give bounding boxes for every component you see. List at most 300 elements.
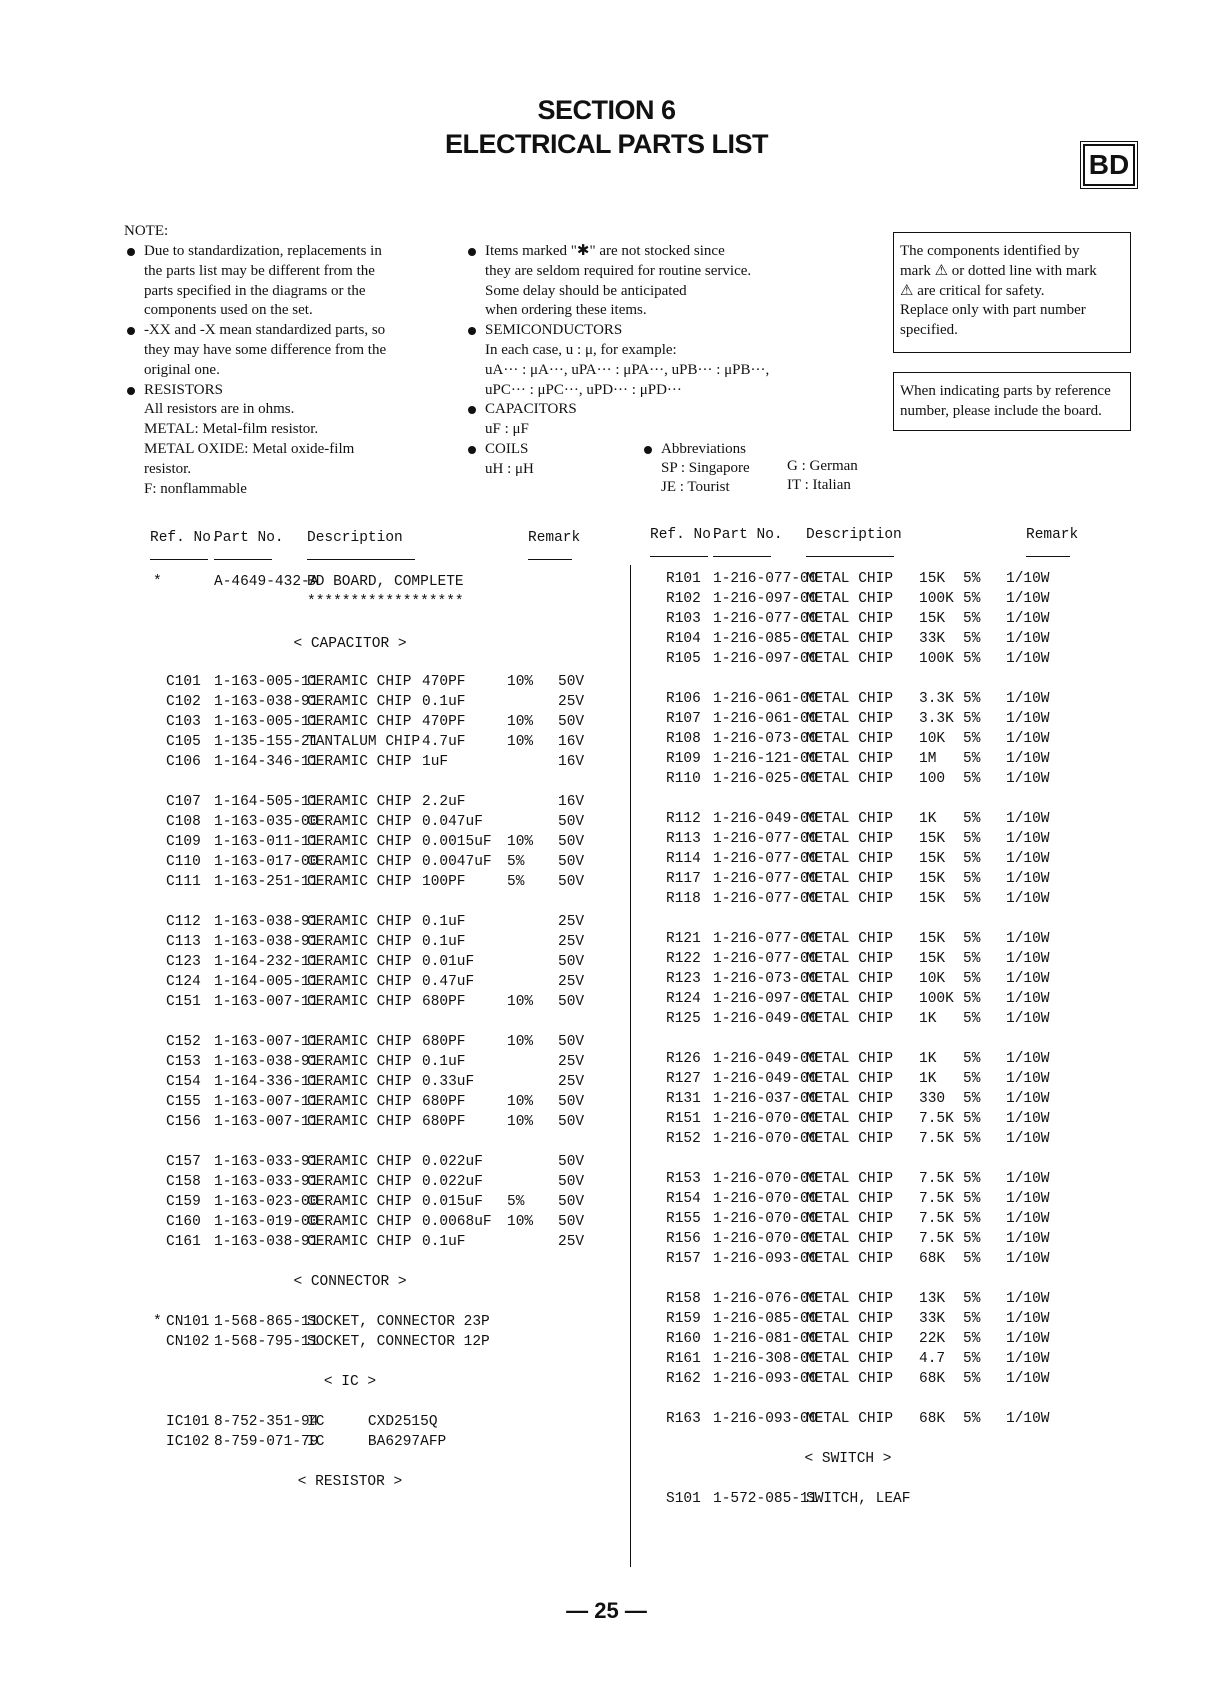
- row-part-no: 1-216-070-00: [713, 1111, 818, 1127]
- row-rating: 1/10W: [1006, 831, 1050, 847]
- table-row: [0, 1369, 1213, 1389]
- right-ref-underline: [650, 556, 708, 557]
- table-row: [0, 949, 1213, 969]
- row-ref: C123: [166, 954, 201, 970]
- row-part-no: 8-759-071-79: [214, 1434, 319, 1450]
- row-tolerance: 5%: [963, 931, 981, 947]
- row-value: 3.3K: [919, 711, 954, 727]
- row-value: 1K: [919, 1051, 937, 1067]
- row-part-no: 1-163-007-11: [214, 1094, 319, 1110]
- row-description: CERAMIC CHIP: [307, 1174, 412, 1190]
- row-ref: R155: [666, 1211, 701, 1227]
- row-value: 7.5K: [919, 1231, 954, 1247]
- row-ref: R158: [666, 1291, 701, 1307]
- row-description: METAL CHIP: [806, 1351, 894, 1367]
- table-row: [0, 729, 1213, 749]
- row-ref: C106: [166, 754, 201, 770]
- row-value: 0.1uF: [422, 694, 466, 710]
- row-rating: 1/10W: [1006, 731, 1050, 747]
- row-tolerance: 5%: [963, 1291, 981, 1307]
- row-part-no: 1-163-005-11: [214, 674, 319, 690]
- row-part-no: 1-216-093-00: [713, 1411, 818, 1427]
- row-rating: 1/10W: [1006, 1051, 1050, 1067]
- table-row: [0, 1049, 1213, 1069]
- row-part-no: 1-216-121-00: [713, 751, 818, 767]
- row-description: ******************: [307, 594, 464, 610]
- row-tolerance: 5%: [963, 611, 981, 627]
- row-ref: R161: [666, 1351, 701, 1367]
- row-ref: C103: [166, 714, 201, 730]
- row-rating: 1/10W: [1006, 971, 1050, 987]
- row-rating: 1/10W: [1006, 851, 1050, 867]
- table-row: [0, 989, 1213, 1009]
- row-value: 7.5K: [919, 1111, 954, 1127]
- row-part-no: 1-216-061-00: [713, 691, 818, 707]
- right-header-part: Part No.: [713, 527, 783, 543]
- table-row: [0, 769, 1213, 789]
- row-ref: C107: [166, 794, 201, 810]
- row-ref: C160: [166, 1214, 201, 1230]
- row-part-no: 1-216-097-00: [713, 651, 818, 667]
- left-part-underline: [214, 559, 272, 560]
- row-ref: C159: [166, 1194, 201, 1210]
- row-description: CERAMIC CHIP: [307, 1034, 412, 1050]
- row-ref: R113: [666, 831, 701, 847]
- right-part-underline: [713, 556, 771, 557]
- row-part-no: 1-216-025-00: [713, 771, 818, 787]
- row-rating: 50V: [558, 1154, 585, 1170]
- row-part-no: 1-164-346-11: [214, 754, 319, 770]
- row-part-no: 1-216-070-00: [713, 1171, 818, 1187]
- row-description: METAL CHIP: [806, 991, 894, 1007]
- right-header-ref: Ref. No.: [650, 527, 720, 543]
- row-rating: 1/10W: [1006, 751, 1050, 767]
- row-value: 680PF: [422, 1094, 466, 1110]
- row-rating: 25V: [558, 1074, 585, 1090]
- row-tolerance: 10%: [507, 994, 534, 1010]
- row-tolerance: 5%: [963, 871, 981, 887]
- row-part-no: 1-568-795-11: [214, 1334, 319, 1350]
- table-row: [0, 1409, 1213, 1429]
- row-part-no: 1-216-070-00: [713, 1131, 818, 1147]
- row-part-no: 1-135-155-21: [214, 734, 319, 750]
- row-ref: R110: [666, 771, 701, 787]
- row-part-no: 1-216-049-00: [713, 1071, 818, 1087]
- row-part-no: 1-216-061-00: [713, 711, 818, 727]
- row-rating: 50V: [558, 1094, 585, 1110]
- row-part-no: 1-163-033-91: [214, 1154, 319, 1170]
- row-ref: S101: [666, 1491, 701, 1507]
- row-description: METAL CHIP: [806, 811, 894, 827]
- table-row: [0, 1229, 1213, 1249]
- table-row: [0, 569, 1213, 589]
- table-row: [0, 829, 1213, 849]
- row-description: METAL CHIP: [806, 951, 894, 967]
- row-rating: 1/10W: [1006, 631, 1050, 647]
- row-tolerance: 5%: [963, 631, 981, 647]
- row-tolerance: 10%: [507, 674, 534, 690]
- row-description: TANTALUM CHIP: [307, 734, 421, 750]
- row-part-no: 1-163-038-91: [214, 934, 319, 950]
- row-ref: R109: [666, 751, 701, 767]
- row-ref: R103: [666, 611, 701, 627]
- table-row: [0, 709, 1213, 729]
- right-desc-underline: [806, 556, 894, 557]
- row-description: METAL CHIP: [806, 1051, 894, 1067]
- row-description: CERAMIC CHIP: [307, 1074, 412, 1090]
- row-value: 15K: [919, 891, 946, 907]
- row-value: 7.5K: [919, 1191, 954, 1207]
- row-part-no: 1-216-077-00: [713, 931, 818, 947]
- section-label: [0, 1449, 1213, 1469]
- row-ref: R159: [666, 1311, 701, 1327]
- row-value: 15K: [919, 951, 946, 967]
- row-value: 7.5K: [919, 1131, 954, 1147]
- table-row: [0, 1109, 1213, 1129]
- table-row: [0, 1289, 1213, 1309]
- left-header-ref: Ref. No.: [150, 530, 220, 546]
- row-ref: C153: [166, 1054, 201, 1070]
- table-row: [0, 1329, 1213, 1349]
- row-rating: 1/10W: [1006, 1091, 1050, 1107]
- row-rating: 50V: [558, 1214, 585, 1230]
- row-value: 15K: [919, 851, 946, 867]
- row-part-no: 1-216-097-00: [713, 991, 818, 1007]
- row-tolerance: 5%: [963, 1131, 981, 1147]
- row-value: 0.047uF: [422, 814, 483, 830]
- row-description: METAL CHIP: [806, 1171, 894, 1187]
- row-description: CERAMIC CHIP: [307, 1214, 412, 1230]
- row-value: 0.0015uF: [422, 834, 492, 850]
- row-value: 680PF: [422, 1114, 466, 1130]
- table-row: [0, 1489, 1213, 1509]
- row-rating: 25V: [558, 974, 585, 990]
- right-header-remark: Remark: [1026, 527, 1079, 543]
- row-ref: C157: [166, 1154, 201, 1170]
- table-row: [0, 929, 1213, 949]
- row-tolerance: 5%: [507, 854, 525, 870]
- row-part-no: 1-163-019-00: [214, 1214, 319, 1230]
- row-description: CERAMIC CHIP: [307, 714, 412, 730]
- right-remark-underline: [1026, 556, 1070, 557]
- row-rating: 50V: [558, 874, 585, 890]
- row-tolerance: 5%: [963, 591, 981, 607]
- row-rating: 1/10W: [1006, 1331, 1050, 1347]
- table-row: [0, 849, 1213, 869]
- row-description: CERAMIC CHIP: [307, 694, 412, 710]
- row-value: 10K: [919, 731, 946, 747]
- right-header-description: Description: [806, 527, 902, 543]
- row-rating: 25V: [558, 934, 585, 950]
- row-ref: CN101: [166, 1314, 210, 1330]
- row-rating: 1/10W: [1006, 611, 1050, 627]
- row-value: 22K: [919, 1331, 946, 1347]
- row-tolerance: 10%: [507, 1114, 534, 1130]
- row-ref: R151: [666, 1111, 701, 1127]
- row-rating: 1/10W: [1006, 1071, 1050, 1087]
- row-ref: C108: [166, 814, 201, 830]
- row-value: 470PF: [422, 674, 466, 690]
- row-rating: 50V: [558, 994, 585, 1010]
- row-tolerance: 5%: [963, 1371, 981, 1387]
- row-description: CERAMIC CHIP: [307, 1234, 412, 1250]
- row-description: SOCKET, CONNECTOR 23P: [307, 1314, 490, 1330]
- row-ref: C158: [166, 1174, 201, 1190]
- row-tolerance: 5%: [507, 874, 525, 890]
- row-part-no: 1-216-085-00: [713, 631, 818, 647]
- safety-note-box: The components identified by mark ⚠ or dotted line with mark ⚠ are critical for safety. Replace only with part number specified.: [893, 232, 1131, 353]
- row-part-no: 1-216-077-00: [713, 951, 818, 967]
- row-ref: C105: [166, 734, 201, 750]
- row-ref: R122: [666, 951, 701, 967]
- row-rating: 1/10W: [1006, 991, 1050, 1007]
- row-part-no: 1-216-070-00: [713, 1231, 818, 1247]
- row-ref: R101: [666, 571, 701, 587]
- row-rating: 1/10W: [1006, 1011, 1050, 1027]
- row-part-no: 1-568-865-11: [214, 1314, 319, 1330]
- reference-note-box: When indicating parts by reference number, please include the board.: [893, 372, 1131, 431]
- row-tolerance: 5%: [963, 1231, 981, 1247]
- row-description: CERAMIC CHIP: [307, 834, 412, 850]
- row-description: CERAMIC CHIP: [307, 1114, 412, 1130]
- row-description: CERAMIC CHIP: [307, 1194, 412, 1210]
- row-rating: 50V: [558, 674, 585, 690]
- row-part-no: 8-752-351-94: [214, 1414, 319, 1430]
- row-tolerance: 5%: [963, 811, 981, 827]
- row-description: CERAMIC CHIP: [307, 794, 412, 810]
- row-value: 7.5K: [919, 1211, 954, 1227]
- row-ref: R104: [666, 631, 701, 647]
- row-rating: 50V: [558, 814, 585, 830]
- row-description: BD BOARD, COMPLETE: [307, 574, 464, 590]
- row-description: METAL CHIP: [806, 691, 894, 707]
- left-header-description: Description: [307, 530, 403, 546]
- row-description: METAL CHIP: [806, 1091, 894, 1107]
- row-ref: R124: [666, 991, 701, 1007]
- row-part-no: 1-216-077-00: [713, 611, 818, 627]
- row-ref: C109: [166, 834, 201, 850]
- row-ref: IC101: [166, 1414, 210, 1430]
- row-tolerance: 5%: [963, 831, 981, 847]
- row-part-no: 1-163-023-00: [214, 1194, 319, 1210]
- row-ref: R131: [666, 1091, 701, 1107]
- row-part-no: 1-163-038-91: [214, 1234, 319, 1250]
- left-header-part: Part No.: [214, 530, 284, 546]
- row-ref: R160: [666, 1331, 701, 1347]
- row-tolerance: 5%: [963, 571, 981, 587]
- row-ref: R162: [666, 1371, 701, 1387]
- row-description: METAL CHIP: [806, 931, 894, 947]
- row-description: METAL CHIP: [806, 1311, 894, 1327]
- row-rating: 1/10W: [1006, 871, 1050, 887]
- row-ref: C152: [166, 1034, 201, 1050]
- row-tolerance: 5%: [963, 1331, 981, 1347]
- left-desc-underline: [307, 559, 415, 560]
- row-tolerance: 5%: [963, 1091, 981, 1107]
- note-standardization: Due to standardization, replacements in the parts list may be different from the parts specified in the diagrams or the components used on the set.: [126, 242, 456, 321]
- section-label-text: < IC >: [323, 1374, 377, 1390]
- row-description: CERAMIC CHIP: [307, 814, 412, 830]
- row-description: METAL CHIP: [806, 1211, 894, 1227]
- row-tolerance: 5%: [963, 711, 981, 727]
- row-value: 68K: [919, 1251, 946, 1267]
- row-tolerance: 5%: [963, 951, 981, 967]
- table-row: [0, 809, 1213, 829]
- row-part-no: 1-216-073-00: [713, 971, 818, 987]
- table-row: [0, 1009, 1213, 1029]
- row-value: 10K: [919, 971, 946, 987]
- table-row: [0, 889, 1213, 909]
- note-heading: NOTE:: [124, 223, 169, 239]
- row-value: 0.015uF: [422, 1194, 483, 1210]
- row-value: 100K: [919, 591, 954, 607]
- row-rating: 1/10W: [1006, 1191, 1050, 1207]
- note-capacitors: CAPACITORS uF : μF: [467, 400, 837, 440]
- row-rating: 1/10W: [1006, 771, 1050, 787]
- row-value: 7.5K: [919, 1171, 954, 1187]
- row-ref: CN102: [166, 1334, 210, 1350]
- row-rating: 1/10W: [1006, 891, 1050, 907]
- row-rating: 50V: [558, 854, 585, 870]
- table-row: [0, 969, 1213, 989]
- row-description: METAL CHIP: [806, 1251, 894, 1267]
- row-description: METAL CHIP: [806, 851, 894, 867]
- table-row: [0, 589, 1213, 609]
- row-rating: 1/10W: [1006, 1251, 1050, 1267]
- row-description: METAL CHIP: [806, 891, 894, 907]
- row-ref: R154: [666, 1191, 701, 1207]
- left-remark-underline: [528, 559, 572, 560]
- row-tolerance: 5%: [963, 1011, 981, 1027]
- note-xx-parts: -XX and -X mean standardized parts, so they may have some difference from the original one.: [126, 321, 456, 380]
- row-description: IC CXD2515Q: [307, 1414, 438, 1430]
- row-description: IC BA6297AFP: [307, 1434, 447, 1450]
- row-description: METAL CHIP: [806, 651, 894, 667]
- row-description: METAL CHIP: [806, 871, 894, 887]
- row-value: 0.1uF: [422, 934, 466, 950]
- row-ref: R121: [666, 931, 701, 947]
- row-rating: 16V: [558, 794, 585, 810]
- row-description: METAL CHIP: [806, 591, 894, 607]
- row-tolerance: 10%: [507, 734, 534, 750]
- row-rating: 1/10W: [1006, 1351, 1050, 1367]
- row-rating: 1/10W: [1006, 1171, 1050, 1187]
- note-resistors: RESISTORS All resistors are in ohms. METAL: Metal-film resistor. METAL OXIDE: Metal oxide-film resistor. F: nonflammable: [126, 381, 456, 500]
- row-rating: 50V: [558, 714, 585, 730]
- row-tolerance: 5%: [963, 1351, 981, 1367]
- section-label-text: < RESISTOR >: [297, 1474, 403, 1490]
- row-ref: R153: [666, 1171, 701, 1187]
- row-ref: R156: [666, 1231, 701, 1247]
- table-row: [0, 629, 1213, 649]
- table-row: [0, 1169, 1213, 1189]
- row-rating: 50V: [558, 1114, 585, 1130]
- row-tolerance: 5%: [963, 691, 981, 707]
- row-tolerance: 10%: [507, 714, 534, 730]
- row-rating: 16V: [558, 754, 585, 770]
- row-description: CERAMIC CHIP: [307, 1054, 412, 1070]
- row-part-no: 1-216-081-00: [713, 1331, 818, 1347]
- row-description: METAL CHIP: [806, 1231, 894, 1247]
- table-row: [0, 1129, 1213, 1149]
- row-value: 68K: [919, 1411, 946, 1427]
- row-description: METAL CHIP: [806, 1111, 894, 1127]
- row-rating: 1/10W: [1006, 691, 1050, 707]
- row-value: 0.1uF: [422, 914, 466, 930]
- row-description: METAL CHIP: [806, 611, 894, 627]
- row-part-no: 1-163-038-91: [214, 694, 319, 710]
- row-ref: C154: [166, 1074, 201, 1090]
- row-description: METAL CHIP: [806, 1291, 894, 1307]
- row-part-no: 1-163-038-91: [214, 1054, 319, 1070]
- row-ref: R152: [666, 1131, 701, 1147]
- row-tolerance: 5%: [963, 1171, 981, 1187]
- row-value: 4.7: [919, 1351, 946, 1367]
- table-row: [0, 649, 1213, 669]
- row-part-no: 1-163-017-00: [214, 854, 319, 870]
- row-part-no: 1-164-336-11: [214, 1074, 319, 1090]
- row-part-no: 1-216-093-00: [713, 1251, 818, 1267]
- row-value: 0.0047uF: [422, 854, 492, 870]
- row-value: 15K: [919, 571, 946, 587]
- row-marker: *: [153, 1314, 162, 1330]
- row-tolerance: 5%: [507, 1194, 525, 1210]
- row-part-no: 1-216-070-00: [713, 1211, 818, 1227]
- table-row: [0, 749, 1213, 769]
- row-tolerance: 5%: [963, 1311, 981, 1327]
- row-rating: 50V: [558, 834, 585, 850]
- row-ref: C124: [166, 974, 201, 990]
- note-not-stocked: Items marked "✱" are not stocked since they are seldom required for routine service. Some delay should be anticipated when ordering these items.: [467, 242, 837, 321]
- row-tolerance: 5%: [963, 891, 981, 907]
- row-part-no: 1-216-077-00: [713, 891, 818, 907]
- row-rating: 25V: [558, 1054, 585, 1070]
- table-row: [0, 1309, 1213, 1329]
- row-part-no: 1-164-005-11: [214, 974, 319, 990]
- row-value: 0.022uF: [422, 1174, 483, 1190]
- row-value: 33K: [919, 631, 946, 647]
- section-label-text: < SWITCH >: [804, 1451, 892, 1467]
- row-tolerance: 10%: [507, 1034, 534, 1050]
- row-ref: R105: [666, 651, 701, 667]
- row-description: CERAMIC CHIP: [307, 1094, 412, 1110]
- row-description: METAL CHIP: [806, 771, 894, 787]
- row-ref: C151: [166, 994, 201, 1010]
- row-ref: R102: [666, 591, 701, 607]
- row-value: 470PF: [422, 714, 466, 730]
- row-description: CERAMIC CHIP: [307, 994, 412, 1010]
- row-ref: C156: [166, 1114, 201, 1130]
- row-part-no: 1-216-077-00: [713, 871, 818, 887]
- row-rating: 1/10W: [1006, 1291, 1050, 1307]
- row-ref: IC102: [166, 1434, 210, 1450]
- row-ref: R163: [666, 1411, 701, 1427]
- row-description: CERAMIC CHIP: [307, 1154, 412, 1170]
- row-description: CERAMIC CHIP: [307, 974, 412, 990]
- row-description: CERAMIC CHIP: [307, 754, 412, 770]
- row-tolerance: 5%: [963, 1251, 981, 1267]
- row-ref: R118: [666, 891, 701, 907]
- row-ref: R126: [666, 1051, 701, 1067]
- row-description: METAL CHIP: [806, 831, 894, 847]
- row-tolerance: 5%: [963, 1211, 981, 1227]
- row-ref: R112: [666, 811, 701, 827]
- row-value: 15K: [919, 931, 946, 947]
- row-ref: C155: [166, 1094, 201, 1110]
- row-description: CERAMIC CHIP: [307, 874, 412, 890]
- row-rating: 50V: [558, 954, 585, 970]
- row-part-no: 1-216-077-00: [713, 851, 818, 867]
